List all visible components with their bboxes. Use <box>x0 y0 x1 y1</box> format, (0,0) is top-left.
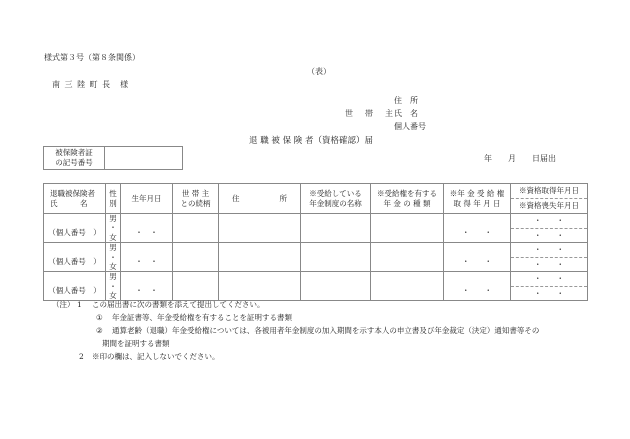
note-2-number: 2 <box>79 352 84 361</box>
form-number: 様式第３号（第８条関係） <box>44 53 140 62</box>
name-cell[interactable]: （個人番号 ） <box>44 272 106 301</box>
header-address: 住 所 <box>219 184 301 214</box>
qualification-dates-cell[interactable]: ・ ・ ・ ・ <box>511 243 588 272</box>
notes-label: （注） <box>52 300 75 309</box>
table-row <box>44 243 588 272</box>
header-sex: 性 別 <box>106 184 121 214</box>
address-cell[interactable] <box>219 214 301 243</box>
birthdate-cell[interactable]: ・ ・ <box>121 272 173 301</box>
pension-type-cell[interactable] <box>371 272 444 301</box>
pension-type-cell[interactable] <box>371 214 444 243</box>
sex-cell[interactable]: 男 ・ 女 <box>106 214 121 243</box>
header-qualification-dates: ※資格取得年月日 ※資格喪失年月日 <box>511 184 588 214</box>
name-label: 氏 名 <box>394 109 418 118</box>
pension-type-cell[interactable] <box>371 243 444 272</box>
form-side-label: （表） <box>307 67 331 76</box>
note-1b: 通算老齢（退職）年金受給権については、各被用者年金制度の加入期間を示す本人の申立書及び年金裁定（決定）通知書等その <box>112 326 540 335</box>
note-1b-number: ② <box>96 326 103 335</box>
note-1-number: 1 <box>77 300 82 309</box>
pension-system-cell[interactable] <box>301 214 371 243</box>
header-pension-type: ※受給権を有する 年 金 の 種 類 <box>371 184 444 214</box>
addressee: 南 三 陸 町 長 様 <box>52 80 130 89</box>
insured-card-label: 被保険者証 の記号番号 <box>44 147 105 170</box>
name-cell[interactable]: （個人番号 ） <box>44 214 106 243</box>
insured-card-number-field[interactable] <box>105 147 182 169</box>
header-birthdate: 生年月日 <box>121 184 173 214</box>
pension-system-cell[interactable] <box>301 272 371 301</box>
document-title: 退 職 被 保 険 者（資格確認）届 <box>249 136 374 146</box>
header-name: 退職被保険者 氏 名 <box>44 184 106 214</box>
address-cell[interactable] <box>219 272 301 301</box>
header-pension-system: ※受給している 年金制度の名称 <box>301 184 371 214</box>
relation-cell[interactable] <box>173 214 219 243</box>
header-relation: 世 帯 主 との続柄 <box>173 184 219 214</box>
name-cell[interactable]: （個人番号 ） <box>44 243 106 272</box>
header-pension-right-date: ※年 金 受 給 権 取 得 年 月 日 <box>444 184 511 214</box>
sex-cell[interactable]: 男 ・ 女 <box>106 272 121 301</box>
household-head-label: 世 帯 主 <box>345 109 395 118</box>
qualification-dates-cell[interactable]: ・ ・ ・ ・ <box>511 272 588 301</box>
relation-cell[interactable] <box>173 243 219 272</box>
note-1: この届出書に次の書類を添えて提出してください。 <box>92 300 265 309</box>
note-1b-continued: 期間を証明する書類 <box>102 339 170 348</box>
note-1a: 年金証書等、年金受給権を有することを証明する書類 <box>112 313 292 322</box>
insured-card-box <box>43 146 183 170</box>
my-number-label: 個人番号 <box>394 122 426 131</box>
pension-right-date-cell[interactable]: ・ ・ <box>444 243 511 272</box>
submission-date: 年 月 日届出 <box>484 154 556 163</box>
pension-system-cell[interactable] <box>301 243 371 272</box>
table-row <box>44 272 588 301</box>
sex-cell[interactable]: 男 ・ 女 <box>106 243 121 272</box>
birthdate-cell[interactable]: ・ ・ <box>121 214 173 243</box>
address-cell[interactable] <box>219 243 301 272</box>
qualification-dates-cell[interactable]: ・ ・ ・ ・ <box>511 214 588 243</box>
pension-right-date-cell[interactable]: ・ ・ <box>444 214 511 243</box>
birthdate-cell[interactable]: ・ ・ <box>121 243 173 272</box>
note-1a-number: ① <box>96 313 103 322</box>
address-label: 住 所 <box>394 96 418 105</box>
pension-right-date-cell[interactable]: ・ ・ <box>444 272 511 301</box>
retired-insured-table <box>43 183 588 301</box>
note-2: ※印の欄は、記入しないでください。 <box>92 352 220 361</box>
table-row <box>44 214 588 243</box>
relation-cell[interactable] <box>173 272 219 301</box>
table-header-row <box>44 184 588 214</box>
